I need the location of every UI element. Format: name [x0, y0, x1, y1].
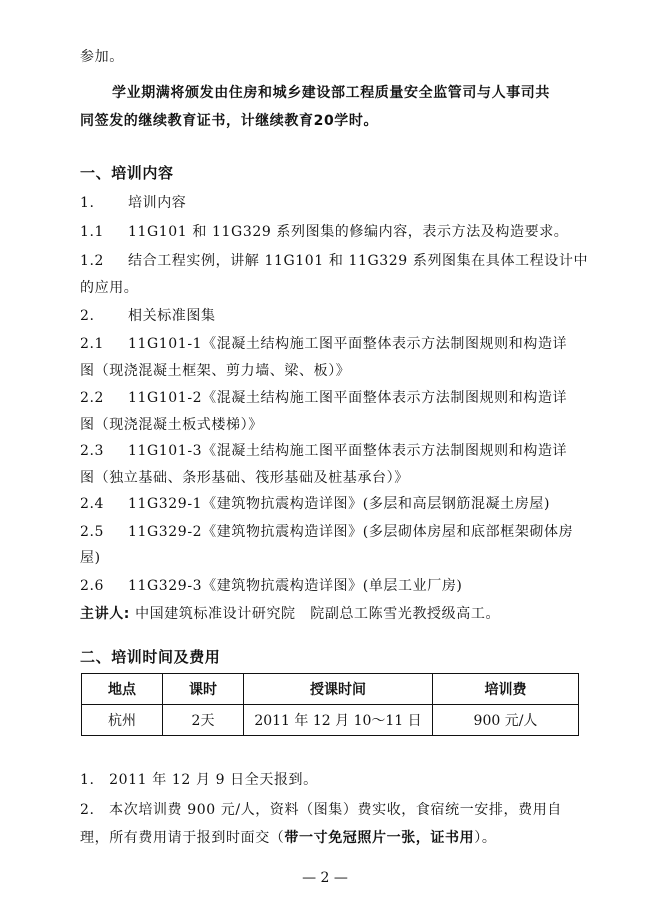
table-header-fee: 培训费 — [433, 674, 579, 705]
list-item-number: 2.6 — [80, 578, 105, 594]
paragraph-continuation: 参加。 — [80, 49, 124, 65]
list-item-number: 2. — [80, 308, 95, 324]
list-item-text: 11G101 和 11G329 系列图集的修编内容，表示方法及构造要求。 — [128, 224, 569, 240]
section-heading-time-and-fees: 二、培训时间及费用 — [80, 648, 221, 666]
table-header-row — [82, 674, 579, 705]
speaker-label: 主讲人: — [80, 606, 130, 622]
list-item-continuation: 图（现浇混凝土框架、剪力墙、梁、板）》 — [80, 363, 351, 379]
list-item-number: 2.3 — [80, 443, 105, 459]
list-item-text: 相关标准图集 — [128, 308, 216, 324]
list-item-continuation: 图（现浇混凝土板式楼梯）》 — [80, 417, 263, 433]
list-item-number: 1.1 — [80, 224, 105, 240]
list-item-text: 11G329-3《建筑物抗震构造详图》(单层工业厂房) — [128, 578, 463, 594]
list-item — [80, 493, 550, 513]
table-header-location: 地点 — [82, 674, 163, 705]
note-registration: 1. 2011 年 12 月 9 日全天报到。 — [80, 772, 318, 788]
table-row — [82, 705, 579, 736]
list-item-text: 11G329-2《建筑物抗震构造详图》(多层砌体房屋和底部框架砌体房 — [128, 524, 574, 540]
list-item — [80, 192, 186, 212]
certificate-text-line1: 学业期满将颁发由住房和城乡建设部工程质量安全监管司与人事司共 — [112, 85, 550, 101]
note-fees-bold: 带一寸免冠照片一张，证书用 — [284, 830, 475, 846]
list-item-text: 结合工程实例，讲解 11G101 和 11G329 系列图集在具体工程设计中 — [128, 253, 589, 269]
table-header-schedule: 授课时间 — [244, 674, 433, 705]
list-item-number: 2.2 — [80, 390, 105, 406]
note-fees-end: ）。 — [474, 830, 497, 846]
list-item-continuation: 的应用。 — [80, 280, 139, 296]
page-number: — 2 — — [302, 870, 348, 886]
list-item-continuation: 图（独立基础、条形基础、筏形基础及桩基承台）》 — [80, 470, 409, 486]
list-item — [80, 387, 567, 407]
list-item-number: 1. — [80, 195, 95, 211]
list-item-text: 11G101-2《混凝土结构施工图平面整体表示方法制图规则和构造详 — [128, 390, 568, 406]
list-item-number: 2.1 — [80, 336, 105, 352]
list-item — [80, 221, 568, 241]
list-item-number: 1.2 — [80, 253, 105, 269]
note-fees-line1: 2. 本次培训费 900 元/人，资料（图集）费实收，食宿统一安排，费用自 — [80, 802, 562, 818]
list-item — [80, 250, 588, 270]
table-cell-schedule: 2011 年 12 月 10～11 日 — [244, 705, 433, 736]
certificate-text-line2: 同签发的继续教育证书，计继续教育20学时。 — [80, 113, 379, 129]
list-item-number: 2.5 — [80, 524, 105, 540]
table-cell-fee: 900 元/人 — [433, 705, 579, 736]
table-header-hours: 课时 — [163, 674, 244, 705]
note-fees-line2 — [80, 827, 496, 847]
table-cell-location: 杭州 — [82, 705, 163, 736]
speaker-text: 中国建筑标准设计研究院 院副总工陈雪光教授级高工。 — [135, 606, 501, 622]
list-item — [80, 305, 216, 325]
fees-table — [81, 673, 579, 736]
list-item-text: 11G329-1《建筑物抗震构造详图》(多层和高层钢筋混凝土房屋) — [128, 496, 551, 512]
list-item-text: 培训内容 — [128, 195, 187, 211]
note-fees-text: 理，所有费用请于报到时面交（ — [80, 830, 285, 846]
table-cell-hours: 2天 — [163, 705, 244, 736]
list-item — [80, 521, 573, 541]
list-item-text: 11G101-1《混凝土结构施工图平面整体表示方法制图规则和构造详 — [128, 336, 568, 352]
speaker-line — [80, 603, 500, 623]
list-item — [80, 575, 462, 595]
list-item-continuation: 屋) — [80, 550, 101, 566]
list-item — [80, 333, 567, 353]
list-item-number: 2.4 — [80, 496, 105, 512]
list-item-text: 11G101-3《混凝土结构施工图平面整体表示方法制图规则和构造详 — [128, 443, 568, 459]
list-item — [80, 440, 567, 460]
section-heading-training-content: 一、培训内容 — [80, 164, 174, 182]
